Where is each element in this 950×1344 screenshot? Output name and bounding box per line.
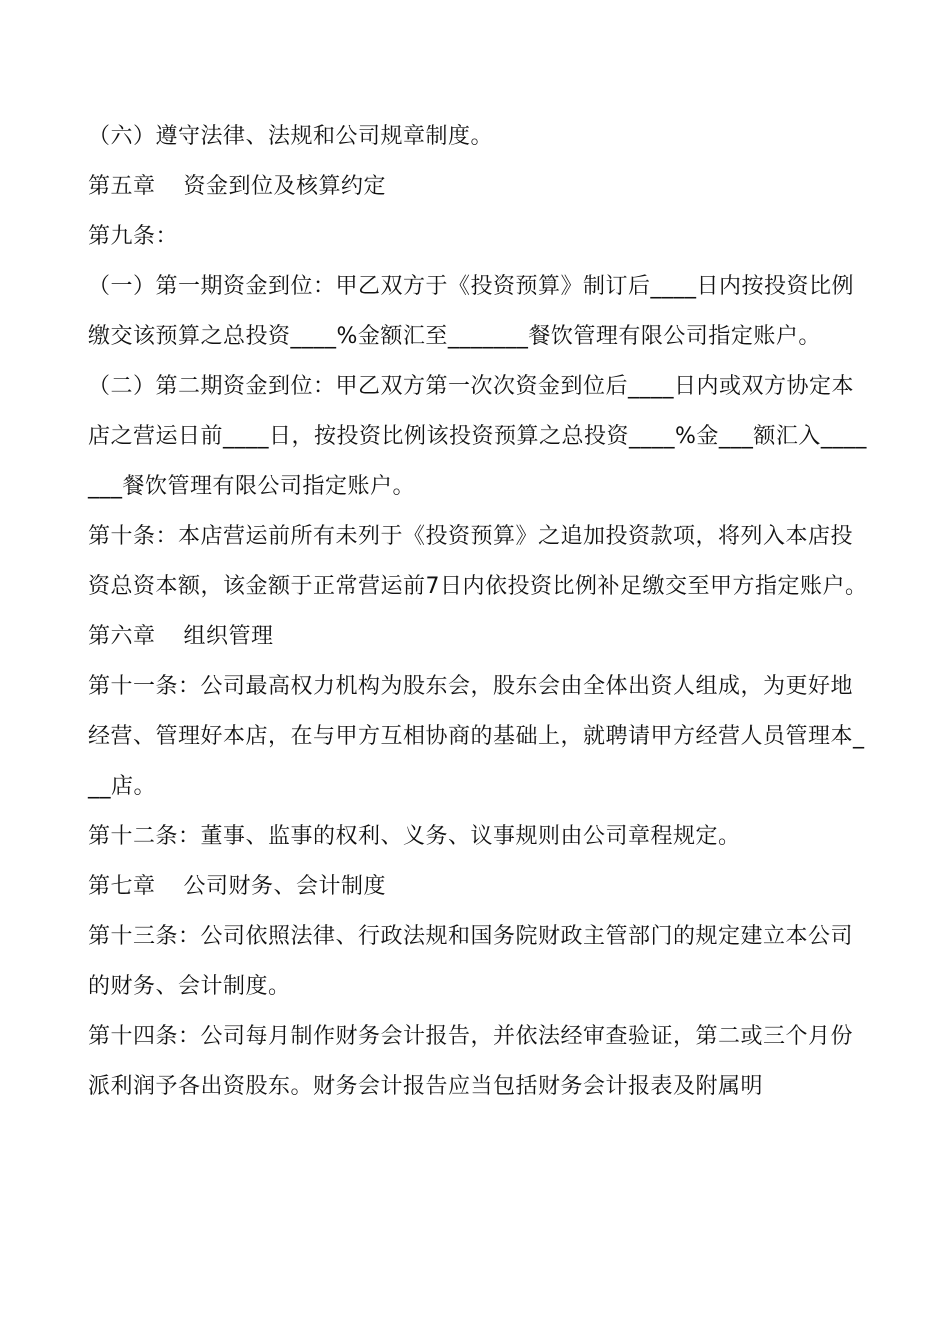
chapter-7-heading	[88, 862, 868, 912]
chapter-number: 第六章	[88, 624, 156, 649]
article-11: 第十一条：公司最高权力机构为股东会，股东会由全体出资人组成，为更好地经营、管理好本店，在与甲方互相协商的基础上，就聘请甲方经营人员管理本___店。	[88, 674, 865, 799]
clause-6-compliance: （六）遵守法律、法规和公司规章制度。	[88, 124, 494, 149]
article-9-item-1: （一）第一期资金到位：甲乙双方于《投资预算》制订后____日内按投资比例缴交该预算之总投资____%金额汇至_______餐饮管理有限公司指定账户。	[88, 274, 855, 349]
chapter-5-heading	[88, 162, 868, 212]
chapter-title: 资金到位及核算约定	[183, 174, 387, 199]
document-body	[88, 112, 868, 1112]
article-14: 第十四条：公司每月制作财务会计报告，并依法经审查验证，第二或三个月份派利润予各出资股东。财务会计报告应当包括财务会计报表及附属明	[88, 1024, 854, 1099]
article-10: 第十条：本店营运前所有未列于《投资预算》之追加投资款项，将列入本店投资总资本额，该金额于正常营运前7日内依投资比例补足缴交至甲方指定账户。	[88, 524, 868, 599]
chapter-title: 公司财务、会计制度	[183, 874, 387, 899]
chapter-6-heading	[88, 612, 868, 662]
chapter-number: 第五章	[88, 174, 156, 199]
article-9-item-2: （二）第二期资金到位：甲乙双方第一次次资金到位后____日内或双方协定本店之营运日前____日，按投资比例该投资预算之总投资____%金___额汇入_______餐饮管理有限公司指定账户。	[88, 374, 867, 499]
article-12: 第十二条：董事、监事的权利、义务、议事规则由公司章程规定。	[88, 824, 741, 849]
article-9-title: 第九条：	[88, 224, 179, 249]
chapter-title: 组织管理	[183, 624, 274, 649]
article-13: 第十三条：公司依照法律、行政法规和国务院财政主管部门的规定建立本公司的财务、会计制度。	[88, 924, 854, 999]
chapter-number: 第七章	[88, 874, 156, 899]
